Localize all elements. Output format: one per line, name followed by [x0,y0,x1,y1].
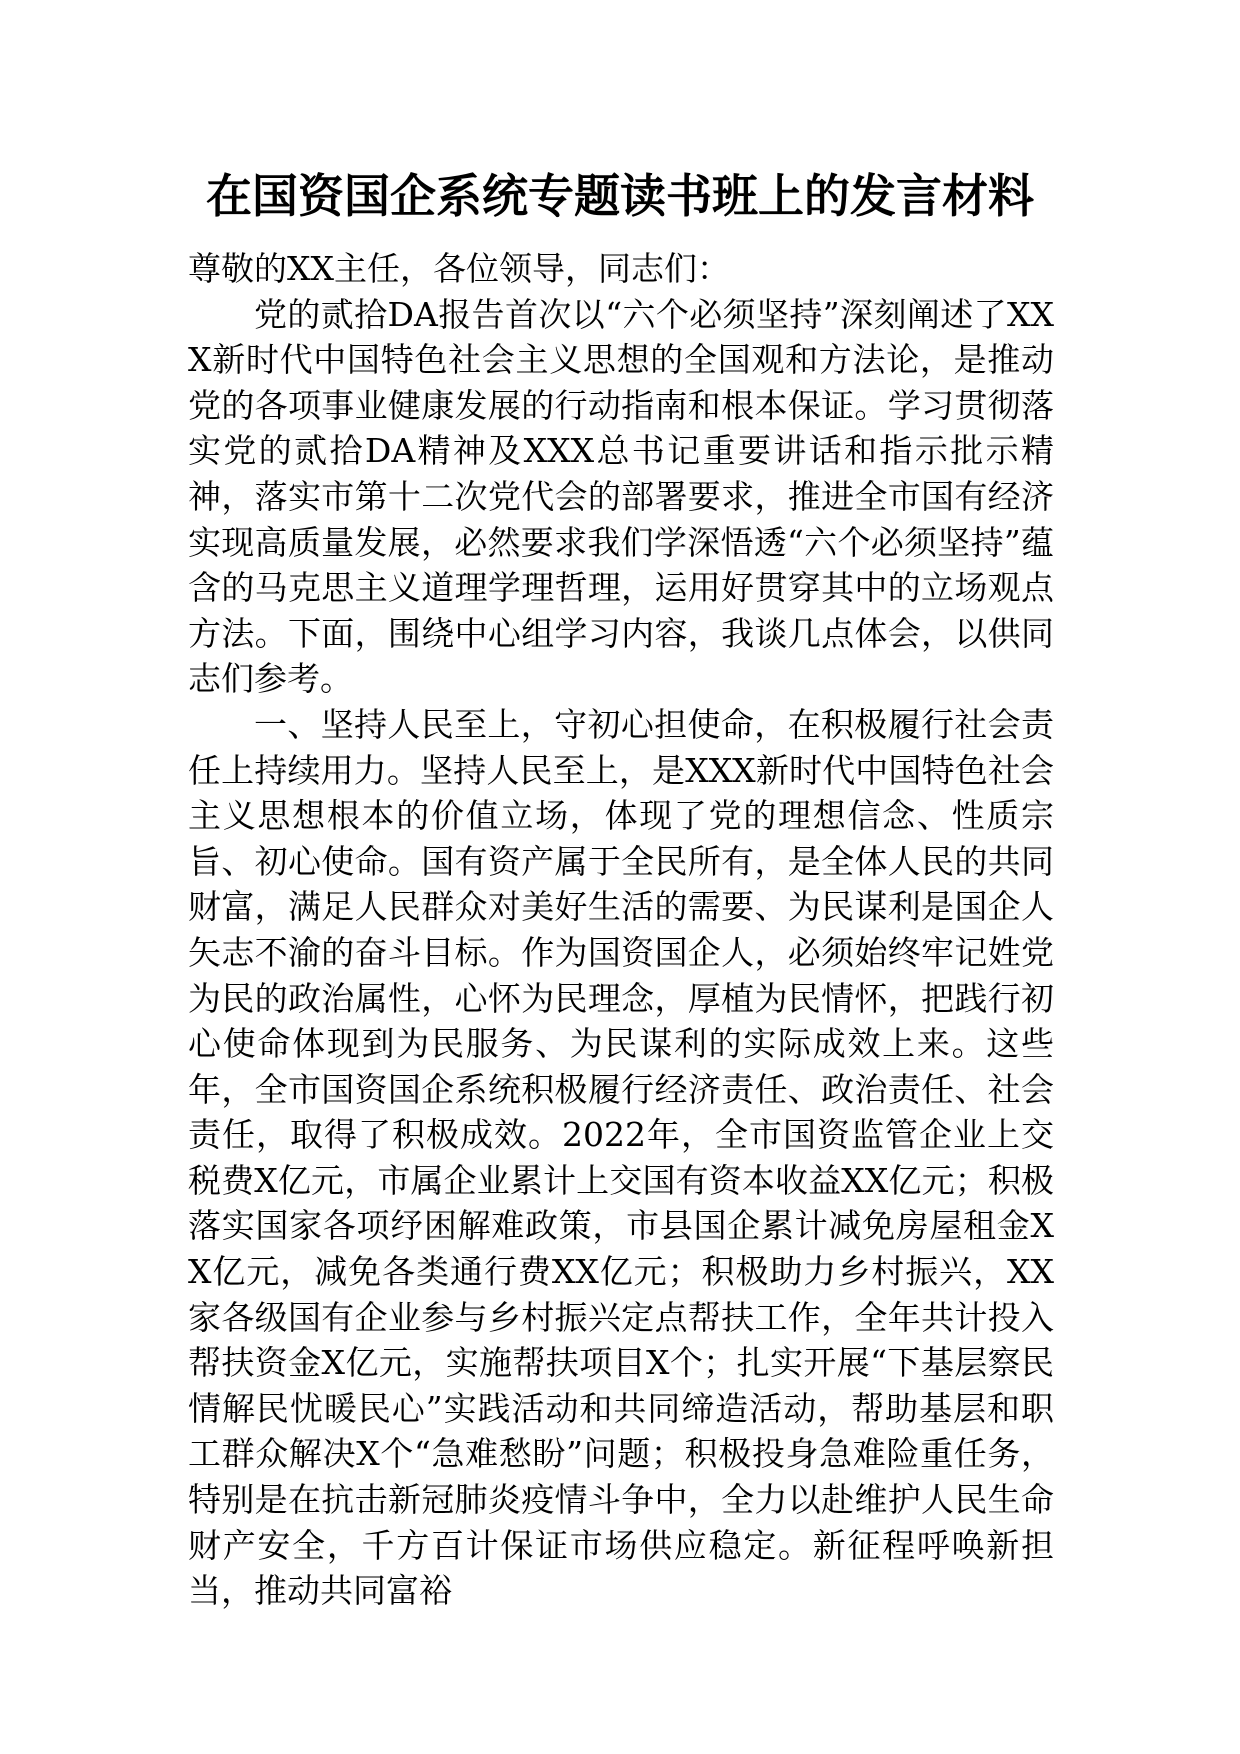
paragraph-intro: 党的贰拾DA报告首次以“六个必须坚持”深刻阐述了XXX新时代中国特色社会主义思想的全国观和方法论，是推动党的各项事业健康发展的行动指南和根本保证。学习贯彻落实党的贰拾DA精神及XXX总书记重要讲话和指示批示精神，落实市第十二次党代会的部署要求，推进全市国有经济实现高质量发展，必然要求我们学深悟透“六个必须坚持”蕴含的马克思主义道理学理哲理，运用好贯穿其中的立场观点方法。下面，围绕中心组学习内容，我谈几点体会，以供同志们参考。 [188,294,1054,699]
document-body [188,246,1054,1614]
salutation: 尊敬的XX主任，各位领导，同志们： [188,249,730,288]
document-title: 在国资国企系统专题读书班上的发言材料 [206,169,1034,223]
paragraph-section-one: 一、坚持人民至上，守初心担使命，在积极履行社会责任上持续用力。坚持人民至上，是XXX新时代中国特色社会主义思想根本的价值立场，体现了党的理想信念、性质宗旨、初心使命。国有资产属于全民所有，是全体人民的共同财富，满足人民群众对美好生活的需要、为民谋利是国企人矢志不渝的奋斗目标。作为国资国企人，必须始终牢记姓党为民的政治属性，心怀为民理念，厚植为民情怀，把践行初心使命体现到为民服务、为民谋利的实际成效上来。这些年，全市国资国企系统积极履行经济责任、政治责任、社会责任，取得了积极成效。2022年，全市国资监管企业上交税费X亿元，市属企业累计上交国有资本收益XX亿元；积极落实国家各项纾困解难政策，市县国企累计减免房屋租金XX亿元，减免各类通行费XX亿元；积极助力乡村振兴，XX家各级国有企业参与乡村振兴定点帮扶工作，全年共计投入帮扶资金X亿元，实施帮扶项目X个；扎实开展“下基层察民情解民忧暖民心”实践活动和共同缔造活动，帮助基层和职工群众解决X个“急难愁盼”问题；积极投身急难险重任务，特别是在抗击新冠肺炎疫情斗争中，全力以赴维护人民生命财产安全，千方百计保证市场供应稳定。新征程呼唤新担当，推动共同富裕 [188,704,1054,1611]
